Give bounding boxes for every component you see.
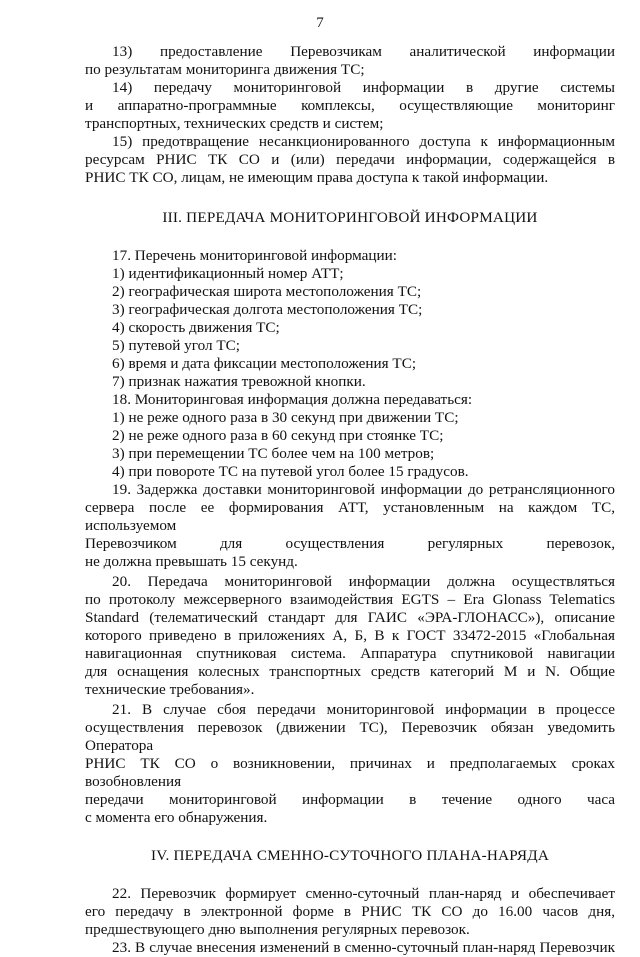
- clause-13-line-1: 13) предоставление Перевозчикам аналитической информации: [112, 43, 615, 60]
- clause-21-line-4: передачи мониторинговой информации в течение одного часа: [85, 791, 615, 808]
- clause-14-line-3: транспортных, технических средств и систем;: [85, 115, 384, 132]
- clause-15-line-3: РНИС ТК СО, лицам, не имеющим права доступа к такой информации.: [85, 169, 549, 186]
- clause-18: 18. Мониторинговая информация должна передаваться:: [112, 391, 473, 408]
- clause-20-line-2: по протоколу межсерверного взаимодействия EGTS – Era Glonass Telematics: [85, 591, 615, 608]
- clause-20-line-7: технические требования».: [85, 681, 255, 698]
- clause-21-line-3: РНИС ТК СО о возникновении, причинах и предполагаемых сроках возобновления: [85, 755, 615, 790]
- section-heading-iii: III. ПЕРЕДАЧА МОНИТОРИНГОВОЙ ИНФОРМАЦИИ: [162, 209, 538, 226]
- clause-20-line-1: 20. Передача мониторинговой информации должна осуществляться: [112, 573, 615, 590]
- clause-21-line-1: 21. В случае сбоя передачи мониторинговой информации в процессе: [112, 701, 615, 718]
- clause-22-line-3: предшествующего дню выполнения регулярных перевозок.: [85, 921, 470, 938]
- clause-14-line-1: 14) передачу мониторинговой информации в другие системы: [112, 79, 615, 96]
- clause-23-line-1: 23. В случае внесения изменений в сменно-суточный план-наряд Перевозчик: [112, 939, 615, 956]
- clause-22-line-1: 22. Перевозчик формирует сменно-суточный план-наряд и обеспечивает: [112, 885, 615, 902]
- list-item: 1) идентификационный номер АТТ;: [112, 265, 344, 282]
- clause-19-line-2: сервера после ее формирования АТТ, установленным на каждом ТС, используемом: [85, 499, 615, 534]
- clause-19-line-1: 19. Задержка доставки мониторинговой информации до ретрансляционного: [112, 481, 615, 498]
- document-body: [85, 43, 615, 957]
- clause-14-line-2: и аппаратно-программные комплексы, осуществляющие мониторинг: [85, 97, 615, 114]
- clause-21-line-2: осуществления перевозок (движении ТС), Перевозчик обязан уведомить Оператора: [85, 719, 615, 754]
- clause-13-line-2: по результатам мониторинга движения ТС;: [85, 61, 365, 78]
- page-number: 7: [316, 15, 324, 31]
- section-heading-iv: IV. ПЕРЕДАЧА СМЕННО-СУТОЧНОГО ПЛАНА-НАРЯДА: [151, 847, 549, 864]
- clause-20-line-5: навигационная спутниковая система. Аппаратура спутниковой навигации: [85, 645, 615, 662]
- list-item: 3) при перемещении ТС более чем на 100 метров;: [112, 445, 435, 462]
- list-item: 7) признак нажатия тревожной кнопки.: [112, 373, 366, 390]
- list-item: 5) путевой угол ТС;: [112, 337, 240, 354]
- clause-21-line-5: с момента его обнаружения.: [85, 809, 268, 826]
- clause-15-line-2: ресурсам РНИС ТК СО и (или) передачи информации, содержащейся в: [85, 151, 615, 168]
- clause-20-line-4: которого приведено в приложениях А, Б, В к ГОСТ 33472-2015 «Глобальная: [85, 627, 615, 644]
- list-item: 4) скорость движения ТС;: [112, 319, 280, 336]
- list-item: 3) географическая долгота местоположения ТС;: [112, 301, 423, 318]
- list-item: 1) не реже одного раза в 30 секунд при движении ТС;: [112, 409, 459, 426]
- clause-20-line-6: для оснащения колесных транспортных средств категорий M и N. Общие: [85, 663, 615, 680]
- list-item: 4) при повороте ТС на путевой угол более 15 градусов.: [112, 463, 469, 480]
- list-item: 2) не реже одного раза в 60 секунд при стоянке ТС;: [112, 427, 444, 444]
- clause-20-line-3: Standard (телематический стандарт для ГАИС «ЭРА-ГЛОНАСС»), описание: [85, 609, 615, 626]
- list-item: 2) географическая широта местоположения ТС;: [112, 283, 422, 300]
- clause-15-line-1: 15) предотвращение несанкционированного доступа к информационным: [112, 133, 615, 150]
- clause-17: 17. Перечень мониторинговой информации:: [112, 247, 397, 264]
- clause-19-line-3: Перевозчиком для осуществления регулярных перевозок,: [85, 535, 615, 552]
- clause-22-line-2: его передачу в электронной форме в РНИС ТК СО до 16.00 часов дня,: [85, 903, 615, 920]
- clause-19-line-4: не должна превышать 15 секунд.: [85, 553, 298, 570]
- list-item: 6) время и дата фиксации местоположения ТС;: [112, 355, 417, 372]
